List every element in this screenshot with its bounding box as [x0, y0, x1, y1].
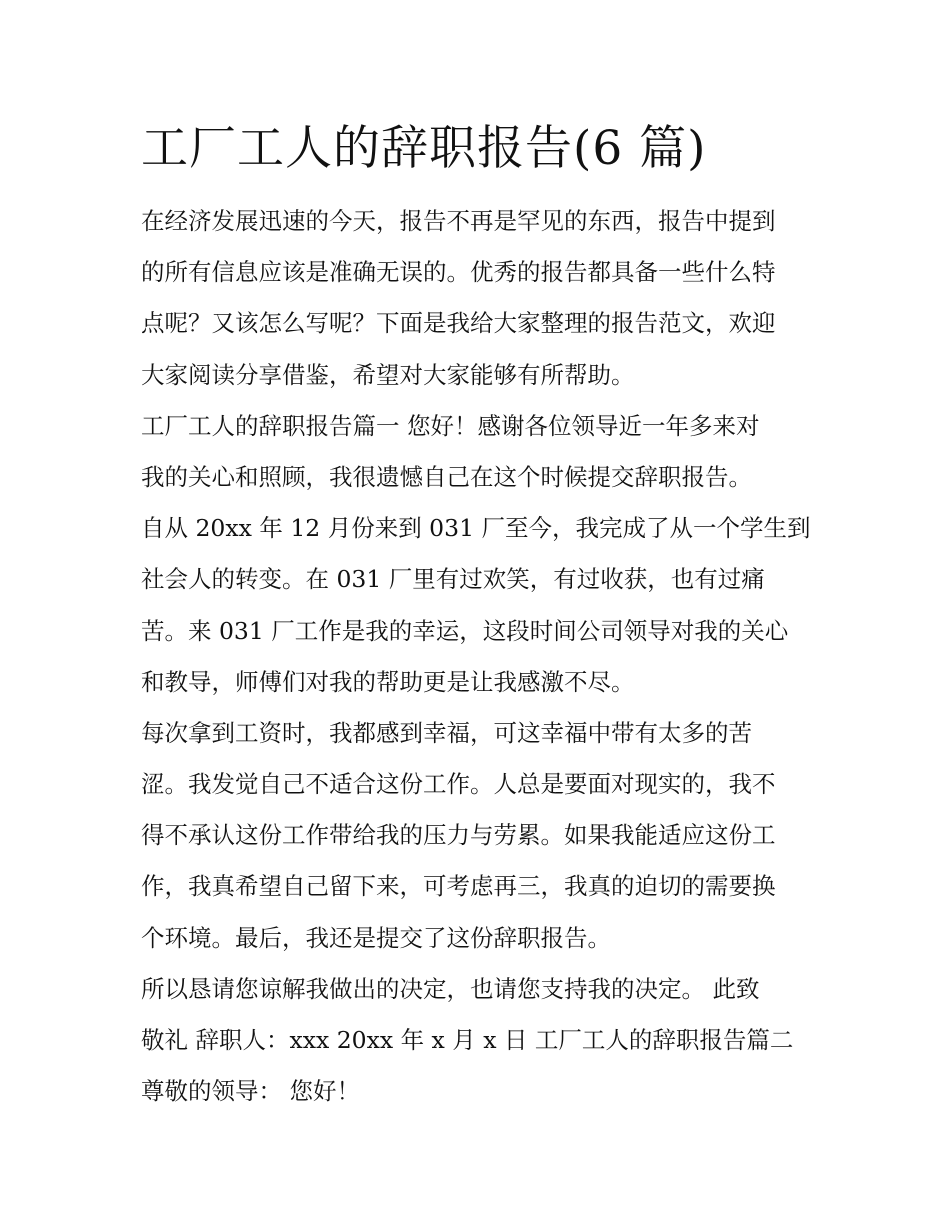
document-title: 工厂工人的辞职报告(6 篇): [141, 121, 707, 176]
body-line: 大家阅读分享借鉴，希望对大家能够有所帮助。: [141, 360, 635, 389]
body-line: 作，我真希望自己留下来，可考虑再三，我真的迫切的需要换: [141, 872, 776, 901]
body-line: 的所有信息应该是准确无误的。优秀的报告都具备一些什么特: [141, 258, 776, 287]
body-line: 点呢？又该怎么写呢？下面是我给大家整理的报告范文，欢迎: [141, 309, 776, 338]
body-line: 自从 20xx 年 12 月份来到 031 厂至今，我完成了从一个学生到: [141, 514, 811, 543]
body-line: 涩。我发觉自己不适合这份工作。人总是要面对现实的，我不: [141, 770, 776, 799]
body-line: 和教导，师傅们对我的帮助更是让我感激不尽。: [141, 667, 635, 696]
body-line: 每次拿到工资时，我都感到幸福，可这幸福中带有太多的苦: [141, 718, 752, 747]
body-line: 敬礼 辞职人：xxx 20xx 年 x 月 x 日 工厂工人的辞职报告篇二: [141, 1026, 794, 1054]
body-line: 尊敬的领导： 您好！: [141, 1077, 360, 1106]
body-line: 社会人的转变。在 031 厂里有过欢笑，有过收获，也有过痛: [141, 565, 765, 594]
body-line: 个环境。最后，我还是提交了这份辞职报告。: [141, 923, 611, 952]
document-body: [141, 196, 813, 1117]
body-line: 在经济发展迅速的今天，报告不再是罕见的东西，报告中提到: [141, 207, 776, 235]
body-line: 苦。来 031 厂工作是我的幸运，这段时间公司领导对我的关心: [141, 616, 789, 645]
body-line: 我的关心和照顾，我很遗憾自己在这个时候提交辞职报告。: [141, 462, 752, 491]
body-line: 所以恳请您谅解我做出的决定，也请您支持我的决定。 此致: [141, 974, 760, 1003]
body-line: 工厂工人的辞职报告篇一 您好！感谢各位领导近一年多来对: [141, 411, 760, 440]
body-line: 得不承认这份工作带给我的压力与劳累。如果我能适应这份工: [141, 821, 776, 850]
